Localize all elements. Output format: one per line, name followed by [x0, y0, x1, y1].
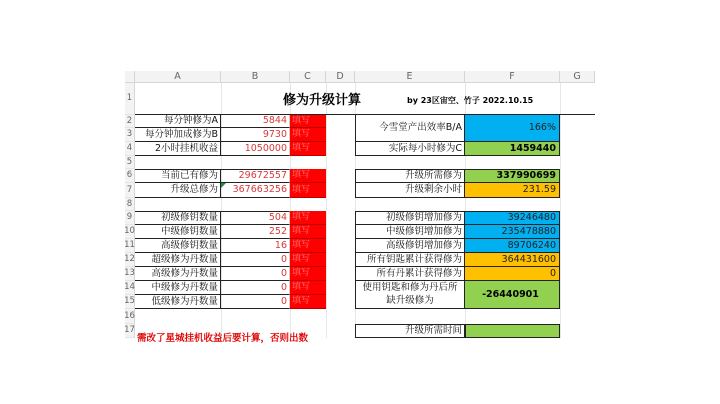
input-cell[interactable]: 16 [221, 239, 290, 253]
label-cell[interactable]: 初级修钥数量 [135, 211, 221, 225]
fill-marker-cell[interactable]: 填写 [290, 295, 326, 309]
label-cell[interactable]: 今雪堂产出效率B/A [355, 115, 465, 142]
input-cell[interactable]: 0 [221, 253, 290, 267]
fill-marker-cell[interactable]: 填写 [290, 115, 326, 128]
label-cell[interactable]: 每分钟修为A [135, 115, 221, 128]
label-cell[interactable]: 中级修钥数量 [135, 225, 221, 239]
row-number[interactable]: 8 [125, 198, 135, 211]
label-cell[interactable]: 高级修钥数量 [135, 239, 221, 253]
label-cell[interactable]: 中级修为丹数量 [135, 281, 221, 295]
label-cell[interactable]: 低级修为丹数量 [135, 295, 221, 309]
after-label-text: 使用钥匙和修为丹后所缺升级修为 [362, 281, 458, 306]
input-cell[interactable]: 29672557 [221, 169, 290, 183]
key2-value-cell[interactable]: 235478880 [465, 225, 560, 239]
fill-marker-cell[interactable]: 填写 [290, 253, 326, 267]
column-header-e[interactable]: E [355, 71, 465, 83]
input-cell[interactable]: 504 [221, 211, 290, 225]
label-cell[interactable]: 当前已有修为 [135, 169, 221, 183]
column-header-a[interactable]: A [135, 71, 221, 83]
spreadsheet [124, 70, 595, 345]
input-cell[interactable]: 367663256 [221, 183, 290, 198]
label-cell[interactable]: 所有丹累计获得修为 [355, 267, 465, 281]
row-number[interactable]: 15 [125, 295, 135, 309]
label-cell[interactable]: 高级修为丹数量 [135, 267, 221, 281]
fill-marker-cell[interactable]: 填写 [290, 128, 326, 142]
row-number[interactable]: 16 [125, 309, 135, 324]
input-cell[interactable]: 0 [221, 295, 290, 309]
input-cell[interactable]: 9730 [221, 128, 290, 142]
keys-total-value-cell[interactable]: 364431600 [465, 253, 560, 267]
row-number[interactable]: 10 [125, 225, 135, 239]
label-cell[interactable]: 所有钥匙累计获得修为 [355, 253, 465, 267]
row-number[interactable]: 3 [125, 128, 135, 142]
remaining-hours-value-cell[interactable]: 231.59 [465, 183, 560, 198]
fill-marker-cell[interactable]: 填写 [290, 211, 326, 225]
corner-cell[interactable] [125, 71, 135, 83]
fill-marker-cell[interactable]: 填写 [290, 281, 326, 295]
column-header-b[interactable]: B [221, 71, 290, 83]
key1-value-cell[interactable]: 39246480 [465, 211, 560, 225]
note-text: 需改了星城挂机收益后要计算，否则出数 [137, 333, 309, 345]
column-header-g[interactable]: G [560, 71, 595, 83]
time-value-cell[interactable] [465, 324, 560, 338]
row-number[interactable]: 9 [125, 211, 135, 225]
column-header-d[interactable]: D [326, 71, 355, 83]
label-cell[interactable]: 中级修钥增加修为 [355, 225, 465, 239]
label-cell[interactable]: 升级所需时间 [355, 324, 465, 338]
title-byline: by 23区宙空、竹子 2022.10.15 [407, 96, 534, 105]
label-cell[interactable]: 实际每小时修为C [355, 142, 465, 156]
label-cell[interactable]: 2小时挂机收益 [135, 142, 221, 156]
column-header-f[interactable]: F [465, 71, 560, 83]
label-cell[interactable]: 每分钟加成修为B [135, 128, 221, 142]
label-cell[interactable]: 超级修为丹数量 [135, 253, 221, 267]
fill-marker-cell[interactable]: 填写 [290, 183, 326, 198]
row-number[interactable]: 7 [125, 183, 135, 198]
key3-value-cell[interactable]: 89706240 [465, 239, 560, 253]
fill-marker-cell[interactable]: 填写 [290, 267, 326, 281]
title-cell[interactable] [135, 83, 595, 115]
page-title: 修为升级计算 [283, 93, 362, 108]
after-value-cell[interactable]: -26440901 [465, 281, 560, 309]
input-cell[interactable]: 0 [221, 281, 290, 295]
needed-value-cell[interactable]: 337990699 [465, 169, 560, 183]
row-number[interactable]: 13 [125, 267, 135, 281]
column-header-c[interactable]: C [290, 71, 326, 83]
pills-total-value-cell[interactable]: 0 [465, 267, 560, 281]
row-number[interactable]: 2 [125, 115, 135, 128]
hourly-value-cell[interactable]: 1459440 [465, 142, 560, 156]
label-cell[interactable]: 初级修钥增加修为 [355, 211, 465, 225]
row-number[interactable]: 12 [125, 253, 135, 267]
fill-marker-cell[interactable]: 填写 [290, 169, 326, 183]
input-cell[interactable]: 0 [221, 267, 290, 281]
row-number[interactable]: 5 [125, 156, 135, 169]
label-cell[interactable]: 高级修钥增加修为 [355, 239, 465, 253]
row-number[interactable]: 4 [125, 142, 135, 156]
fill-marker-cell[interactable]: 填写 [290, 239, 326, 253]
row-number[interactable]: 17 [125, 324, 135, 338]
label-cell[interactable]: 升级剩余小时 [355, 183, 465, 198]
comment-indicator [221, 183, 226, 188]
fill-marker-cell[interactable]: 填写 [290, 142, 326, 156]
efficiency-value-cell[interactable]: 166% [465, 115, 560, 142]
input-cell[interactable]: 252 [221, 225, 290, 239]
input-cell[interactable]: 5844 [221, 115, 290, 128]
label-cell[interactable] [355, 281, 465, 309]
row-number[interactable]: 1 [125, 83, 135, 115]
row-number[interactable]: 6 [125, 169, 135, 183]
fill-marker-cell[interactable]: 填写 [290, 225, 326, 239]
input-cell[interactable]: 1050000 [221, 142, 290, 156]
row-number[interactable]: 11 [125, 239, 135, 253]
label-cell[interactable]: 升级总修为 [135, 183, 221, 198]
row-number[interactable]: 14 [125, 281, 135, 295]
label-cell[interactable]: 升级所需修为 [355, 169, 465, 183]
